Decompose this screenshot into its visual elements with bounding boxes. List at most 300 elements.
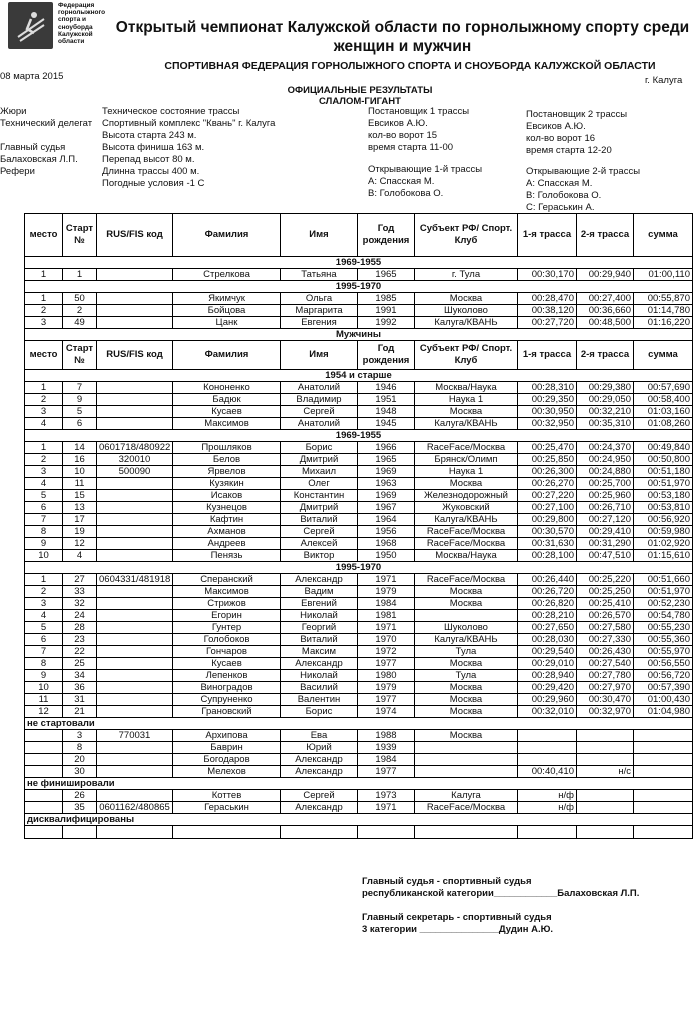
cell-club: Брянск/Олимп bbox=[415, 454, 518, 466]
cell-birth-year: 1965 bbox=[358, 454, 415, 466]
cell-run1-time: 00:25,470 bbox=[518, 442, 577, 454]
cell-club: Москва bbox=[415, 682, 518, 694]
cell-first-name: Евгения bbox=[281, 317, 358, 329]
cell-total-time bbox=[634, 730, 693, 742]
cell-surname: Мелехов bbox=[173, 766, 281, 778]
age-group-label: 1969-1955 bbox=[25, 430, 693, 442]
table-row bbox=[25, 269, 693, 281]
cell-start-number: 15 bbox=[63, 490, 97, 502]
cell-start-number: 5 bbox=[63, 406, 97, 418]
cell-surname: Стрелкова bbox=[173, 269, 281, 281]
cell-first-name: Александр bbox=[281, 766, 358, 778]
cell-run2-time: 00:25,410 bbox=[577, 598, 634, 610]
cell-surname: Якимчук bbox=[173, 293, 281, 305]
dnf-row bbox=[25, 802, 693, 814]
cell-run2-time: 00:25,220 bbox=[577, 574, 634, 586]
cell-start-number: 13 bbox=[63, 502, 97, 514]
cell-place: 1 bbox=[25, 293, 63, 305]
cell-run2-time: 00:26,570 bbox=[577, 610, 634, 622]
cell-birth-year: 1977 bbox=[358, 694, 415, 706]
cell-birth-year: 1956 bbox=[358, 526, 415, 538]
col-code: RUS/FIS код bbox=[97, 214, 173, 257]
cell-club: Москва bbox=[415, 730, 518, 742]
dns-row bbox=[25, 742, 693, 754]
cell-place: 1 bbox=[25, 442, 63, 454]
cell-first-name: Михаил bbox=[281, 466, 358, 478]
cell-run2-time: 00:27,780 bbox=[577, 670, 634, 682]
cell-run2-time: 00:31,290 bbox=[577, 538, 634, 550]
cell-club: Калуга bbox=[415, 790, 518, 802]
cell-run1-time: 00:30,170 bbox=[518, 269, 577, 281]
cell-place: 5 bbox=[25, 622, 63, 634]
table-row bbox=[25, 454, 693, 466]
cell-total-time: 00:55,970 bbox=[634, 646, 693, 658]
skier-logo-icon bbox=[14, 7, 48, 45]
dns-results bbox=[25, 718, 693, 778]
cell-run1-time: 00:27,220 bbox=[518, 490, 577, 502]
cell-club: Шуколово bbox=[415, 305, 518, 317]
col-start: Старт № bbox=[63, 214, 97, 257]
cell-fis-code bbox=[97, 598, 173, 610]
cell-run2-time: 00:48,500 bbox=[577, 317, 634, 329]
cell-first-name: Анатолий bbox=[281, 418, 358, 430]
cell-club bbox=[415, 742, 518, 754]
cell-run2-time: 00:30,470 bbox=[577, 694, 634, 706]
cell-start-number: 31 bbox=[63, 694, 97, 706]
table-row bbox=[25, 502, 693, 514]
cell-run2-time: 00:36,660 bbox=[577, 305, 634, 317]
cell-run1-time: 00:29,420 bbox=[518, 682, 577, 694]
cell-run2-time: 00:29,050 bbox=[577, 394, 634, 406]
cell-first-name: Татьяна bbox=[281, 269, 358, 281]
cell-birth-year: 1991 bbox=[358, 305, 415, 317]
cell-place: 2 bbox=[25, 454, 63, 466]
cell-run1-time: 00:40,410 bbox=[518, 766, 577, 778]
cell-start-number: 20 bbox=[63, 754, 97, 766]
cell-run1-time: 00:29,960 bbox=[518, 694, 577, 706]
cell-surname: Пенязь bbox=[173, 550, 281, 562]
cell-total-time: 00:51,660 bbox=[634, 574, 693, 586]
cell-first-name: Юрий bbox=[281, 742, 358, 754]
age-group-row bbox=[25, 370, 693, 382]
cell-first-name: Дмитрий bbox=[281, 454, 358, 466]
cell-birth-year: 1966 bbox=[358, 442, 415, 454]
cell-place bbox=[25, 766, 63, 778]
cell-fis-code bbox=[97, 490, 173, 502]
cell-surname: Кусаев bbox=[173, 658, 281, 670]
cell-total-time: 00:51,180 bbox=[634, 466, 693, 478]
cell-place: 10 bbox=[25, 550, 63, 562]
cell-birth-year: 1951 bbox=[358, 394, 415, 406]
cell-surname: Гончаров bbox=[173, 646, 281, 658]
cell-total-time bbox=[634, 766, 693, 778]
cell-run1-time: 00:30,950 bbox=[518, 406, 577, 418]
cell-start-number: 3 bbox=[63, 730, 97, 742]
cell-start-number: 7 bbox=[63, 382, 97, 394]
cell-total-time: 01:08,260 bbox=[634, 418, 693, 430]
cell-surname: Кафтин bbox=[173, 514, 281, 526]
cell-first-name: Сергей bbox=[281, 406, 358, 418]
cell-place: 6 bbox=[25, 634, 63, 646]
cell-surname: Баврин bbox=[173, 742, 281, 754]
col-run2: 2-я трасса bbox=[577, 214, 634, 257]
cell-total-time: 01:15,610 bbox=[634, 550, 693, 562]
cell-total-time: 00:56,920 bbox=[634, 514, 693, 526]
table-row bbox=[25, 305, 693, 317]
cell-place: 6 bbox=[25, 502, 63, 514]
cell-birth-year: 1972 bbox=[358, 646, 415, 658]
chief-secretary-signature: Главный секретарь - спортивный судья 3 категории _______________Дудин А.Ю. bbox=[362, 912, 554, 935]
cell-run1-time: 00:29,540 bbox=[518, 646, 577, 658]
cell-birth-year: 1970 bbox=[358, 634, 415, 646]
cell-first-name: Алексей bbox=[281, 538, 358, 550]
cell-fis-code bbox=[97, 382, 173, 394]
cell-first-name: Сергей bbox=[281, 790, 358, 802]
cell-birth-year: 1939 bbox=[358, 742, 415, 754]
cell-run2-time: 00:32,210 bbox=[577, 406, 634, 418]
cell-surname: Цанк bbox=[173, 317, 281, 329]
cell-start-number: 19 bbox=[63, 526, 97, 538]
cell-total-time: 00:59,980 bbox=[634, 526, 693, 538]
cell-first-name: Владимир bbox=[281, 394, 358, 406]
table-row bbox=[25, 478, 693, 490]
cell-birth-year: 1971 bbox=[358, 574, 415, 586]
cell-surname: Виноградов bbox=[173, 682, 281, 694]
cell-birth-year: 1979 bbox=[358, 586, 415, 598]
cell-fis-code bbox=[97, 514, 173, 526]
col-place: место bbox=[25, 214, 63, 257]
cell-fis-code bbox=[97, 694, 173, 706]
cell-first-name: Виталий bbox=[281, 634, 358, 646]
table-row bbox=[25, 622, 693, 634]
dns-row bbox=[25, 754, 693, 766]
cell-birth-year: 1992 bbox=[358, 317, 415, 329]
cell-run1-time: 00:31,630 bbox=[518, 538, 577, 550]
cell-start-number: 11 bbox=[63, 478, 97, 490]
cell-surname: Ярвелов bbox=[173, 466, 281, 478]
cell-run2-time: 00:24,950 bbox=[577, 454, 634, 466]
cell-first-name: Маргарита bbox=[281, 305, 358, 317]
age-group-row bbox=[25, 257, 693, 269]
cell-first-name: Сергей bbox=[281, 526, 358, 538]
cell-first-name: Вадим bbox=[281, 586, 358, 598]
cell-run2-time: 00:27,330 bbox=[577, 634, 634, 646]
cell-place bbox=[25, 790, 63, 802]
cell-first-name: Борис bbox=[281, 706, 358, 718]
women-results bbox=[25, 257, 693, 329]
cell-run2-time: 00:27,120 bbox=[577, 514, 634, 526]
age-group-label: 1969-1955 bbox=[25, 257, 693, 269]
cell-first-name: Константин bbox=[281, 490, 358, 502]
cell-fis-code bbox=[97, 305, 173, 317]
age-group-label: 1954 и старше bbox=[25, 370, 693, 382]
age-group-label: 1995-1970 bbox=[25, 281, 693, 293]
cell-first-name: Максим bbox=[281, 646, 358, 658]
cell-birth-year: 1981 bbox=[358, 610, 415, 622]
cell-place: 3 bbox=[25, 317, 63, 329]
cell-place: 8 bbox=[25, 658, 63, 670]
men-label: Мужчины bbox=[25, 329, 693, 341]
dnf-row bbox=[25, 790, 693, 802]
cell-start-number: 33 bbox=[63, 586, 97, 598]
cell-surname: Грановский bbox=[173, 706, 281, 718]
dns-label: не стартовали bbox=[25, 718, 693, 730]
cell-run2-time: 00:47,510 bbox=[577, 550, 634, 562]
cell-club: Москва bbox=[415, 706, 518, 718]
cell-birth-year: 1979 bbox=[358, 682, 415, 694]
table-row bbox=[25, 598, 693, 610]
officials-labels: Жюри Технический делегат Главный судья Балаховская Л.П. Рефери bbox=[0, 106, 93, 177]
cell-place bbox=[25, 730, 63, 742]
cell-club: Калуга/КВАНЬ bbox=[415, 418, 518, 430]
cell-surname: Кусаев bbox=[173, 406, 281, 418]
cell-total-time: 00:56,720 bbox=[634, 670, 693, 682]
cell-start-number: 32 bbox=[63, 598, 97, 610]
cell-club: Тула bbox=[415, 646, 518, 658]
cell-run1-time: 00:29,350 bbox=[518, 394, 577, 406]
table-row bbox=[25, 682, 693, 694]
cell-first-name: Николай bbox=[281, 670, 358, 682]
cell-run2-time: н/с bbox=[577, 766, 634, 778]
table-row bbox=[25, 634, 693, 646]
cell-surname: Прошляков bbox=[173, 442, 281, 454]
chief-judge-signature: Главный судья - спортивный судья республиканской категории____________Балаховская Л.П. bbox=[362, 876, 640, 899]
table-row bbox=[25, 442, 693, 454]
table-row bbox=[25, 586, 693, 598]
col-club: Субъект РФ/ Спорт. Клуб bbox=[415, 214, 518, 257]
col-year: Год рождения bbox=[358, 214, 415, 257]
cell-fis-code bbox=[97, 754, 173, 766]
cell-start-number: 17 bbox=[63, 514, 97, 526]
cell-first-name: Олег bbox=[281, 478, 358, 490]
cell-start-number: 50 bbox=[63, 293, 97, 305]
cell-run1-time bbox=[518, 730, 577, 742]
men-section bbox=[25, 329, 693, 370]
cell-surname: Архипова bbox=[173, 730, 281, 742]
age-group-row bbox=[25, 281, 693, 293]
cell-surname: Коттев bbox=[173, 790, 281, 802]
cell-first-name: Ева bbox=[281, 730, 358, 742]
cell-place: 4 bbox=[25, 418, 63, 430]
cell-birth-year: 1980 bbox=[358, 670, 415, 682]
table-row bbox=[25, 394, 693, 406]
dsq-label: дисквалифицированы bbox=[25, 814, 693, 826]
results-table bbox=[24, 213, 693, 839]
cell-first-name: Валентин bbox=[281, 694, 358, 706]
cell-total-time: 00:57,690 bbox=[634, 382, 693, 394]
cell-run1-time: 00:28,940 bbox=[518, 670, 577, 682]
cell-place: 8 bbox=[25, 526, 63, 538]
cell-total-time: 01:00,110 bbox=[634, 269, 693, 281]
cell-fis-code bbox=[97, 646, 173, 658]
cell-start-number: 26 bbox=[63, 790, 97, 802]
table-row bbox=[25, 514, 693, 526]
table-row bbox=[25, 646, 693, 658]
table-row bbox=[25, 574, 693, 586]
cell-run2-time: 00:25,250 bbox=[577, 586, 634, 598]
cell-surname: Голобоков bbox=[173, 634, 281, 646]
cell-start-number: 35 bbox=[63, 802, 97, 814]
cell-first-name: Георгий bbox=[281, 622, 358, 634]
cell-place: 3 bbox=[25, 406, 63, 418]
cell-run2-time: 00:29,940 bbox=[577, 269, 634, 281]
cell-start-number: 23 bbox=[63, 634, 97, 646]
cell-fis-code bbox=[97, 742, 173, 754]
cell-run1-time: 00:38,120 bbox=[518, 305, 577, 317]
table-header bbox=[25, 214, 693, 257]
cell-total-time bbox=[634, 754, 693, 766]
cell-run2-time: 00:35,310 bbox=[577, 418, 634, 430]
cell-fis-code bbox=[97, 586, 173, 598]
cell-start-number: 27 bbox=[63, 574, 97, 586]
cell-place: 4 bbox=[25, 478, 63, 490]
table-row bbox=[25, 658, 693, 670]
dns-row bbox=[25, 766, 693, 778]
men-table-header: место Старт № RUS/FIS код Фамилия Имя Год рождения Субъект РФ/ Спорт. Клуб 1-я трасса 2-я трасса сумма bbox=[25, 341, 693, 370]
cell-total-time: 00:51,970 bbox=[634, 478, 693, 490]
cell-club: Москва bbox=[415, 586, 518, 598]
cell-club: RaceFace/Москва bbox=[415, 538, 518, 550]
cell-place: 2 bbox=[25, 586, 63, 598]
cell-run2-time: 00:29,380 bbox=[577, 382, 634, 394]
cell-start-number: 10 bbox=[63, 466, 97, 478]
cell-surname: Сперанский bbox=[173, 574, 281, 586]
cell-fis-code bbox=[97, 706, 173, 718]
cell-club: RaceFace/Москва bbox=[415, 526, 518, 538]
cell-fis-code: 320010 bbox=[97, 454, 173, 466]
cell-total-time: 01:14,780 bbox=[634, 305, 693, 317]
cell-fis-code bbox=[97, 418, 173, 430]
cell-start-number: 2 bbox=[63, 305, 97, 317]
cell-run1-time: 00:26,270 bbox=[518, 478, 577, 490]
table-row bbox=[25, 317, 693, 329]
cell-birth-year: 1963 bbox=[358, 478, 415, 490]
cell-total-time: 00:53,180 bbox=[634, 490, 693, 502]
track-info: Техническое состояние трассы Спортивный комплекс "Квань" г. Калуга Высота старта 243 м. Высота финиша 163 м. Перепад высот 80 м. Длинна трассы 400 м. Погодные условия -1 С bbox=[102, 106, 276, 189]
run1-info: Постановщик 1 трассы Евсиков А.Ю. кол-во ворот 15 время старта 11-00 bbox=[368, 106, 470, 153]
cell-surname: Гунтер bbox=[173, 622, 281, 634]
cell-surname: Стрижов bbox=[173, 598, 281, 610]
col-run1: 1-я трасса bbox=[518, 214, 577, 257]
table-row bbox=[25, 466, 693, 478]
cell-fis-code bbox=[97, 406, 173, 418]
cell-fis-code bbox=[97, 317, 173, 329]
cell-birth-year: 1950 bbox=[358, 550, 415, 562]
cell-total-time: 00:50,800 bbox=[634, 454, 693, 466]
cell-club: Москва bbox=[415, 598, 518, 610]
cell-run2-time bbox=[577, 802, 634, 814]
cell-birth-year: 1964 bbox=[358, 514, 415, 526]
cell-start-number: 9 bbox=[63, 394, 97, 406]
federation-name: Федерация горнолыжного спорта и сноуборда Калужской области bbox=[58, 2, 106, 46]
cell-start-number: 6 bbox=[63, 418, 97, 430]
cell-birth-year: 1977 bbox=[358, 658, 415, 670]
table-row bbox=[25, 670, 693, 682]
cell-run1-time bbox=[518, 742, 577, 754]
cell-run1-time: 00:27,650 bbox=[518, 622, 577, 634]
cell-run2-time: 00:24,370 bbox=[577, 442, 634, 454]
cell-first-name: Виталий bbox=[281, 514, 358, 526]
col-surname: Фамилия bbox=[173, 214, 281, 257]
cell-surname: Белов bbox=[173, 454, 281, 466]
cell-club: Москва/Наука bbox=[415, 382, 518, 394]
cell-place: 12 bbox=[25, 706, 63, 718]
cell-start-number: 34 bbox=[63, 670, 97, 682]
cell-first-name: Николай bbox=[281, 610, 358, 622]
table-row bbox=[25, 550, 693, 562]
cell-fis-code bbox=[97, 622, 173, 634]
federation-subtitle: СПОРТИВНАЯ ФЕДЕРАЦИЯ ГОРНОЛЫЖНОГО СПОРТА И СНОУБОРДА КАЛУЖСКОЙ ОБЛАСТИ bbox=[164, 60, 656, 72]
cell-club: Москва bbox=[415, 406, 518, 418]
men-results bbox=[25, 370, 693, 718]
cell-run1-time: 00:28,310 bbox=[518, 382, 577, 394]
cell-run1-time: 00:28,470 bbox=[518, 293, 577, 305]
forerunners-run2: Открывающие 2-й трассы А: Спасская М. В: Голобокова О. С: Гераськин А. bbox=[526, 166, 641, 213]
cell-start-number: 4 bbox=[63, 550, 97, 562]
table-row bbox=[25, 490, 693, 502]
cell-place: 3 bbox=[25, 598, 63, 610]
dnf-label: не финишировали bbox=[25, 778, 693, 790]
cell-birth-year: 1973 bbox=[358, 790, 415, 802]
cell-place bbox=[25, 802, 63, 814]
cell-run1-time: 00:26,820 bbox=[518, 598, 577, 610]
cell-run2-time: 00:25,700 bbox=[577, 478, 634, 490]
cell-place: 2 bbox=[25, 394, 63, 406]
cell-surname: Максимов bbox=[173, 418, 281, 430]
cell-place: 2 bbox=[25, 305, 63, 317]
cell-run2-time: 00:27,970 bbox=[577, 682, 634, 694]
cell-fis-code bbox=[97, 658, 173, 670]
table-row bbox=[25, 526, 693, 538]
cell-club: Калуга/КВАНЬ bbox=[415, 514, 518, 526]
cell-club bbox=[415, 754, 518, 766]
cell-run2-time bbox=[577, 742, 634, 754]
cell-run1-time: 00:32,950 bbox=[518, 418, 577, 430]
cell-surname: Лепенков bbox=[173, 670, 281, 682]
cell-start-number: 8 bbox=[63, 742, 97, 754]
cell-total-time: 00:56,550 bbox=[634, 658, 693, 670]
cell-start-number: 22 bbox=[63, 646, 97, 658]
cell-first-name: Василий bbox=[281, 682, 358, 694]
cell-birth-year: 1945 bbox=[358, 418, 415, 430]
cell-run2-time bbox=[577, 754, 634, 766]
cell-fis-code bbox=[97, 766, 173, 778]
cell-fis-code bbox=[97, 670, 173, 682]
cell-surname: Бадюк bbox=[173, 394, 281, 406]
cell-run2-time: 00:26,710 bbox=[577, 502, 634, 514]
cell-birth-year: 1965 bbox=[358, 269, 415, 281]
cell-fis-code bbox=[97, 478, 173, 490]
event-city: г. Калуга bbox=[645, 75, 683, 86]
table-row bbox=[25, 418, 693, 430]
cell-surname: Кузякин bbox=[173, 478, 281, 490]
cell-birth-year: 1971 bbox=[358, 802, 415, 814]
cell-birth-year: 1968 bbox=[358, 538, 415, 550]
cell-birth-year: 1988 bbox=[358, 730, 415, 742]
cell-run2-time: 00:29,410 bbox=[577, 526, 634, 538]
cell-first-name: Александр bbox=[281, 802, 358, 814]
cell-run1-time: 00:26,440 bbox=[518, 574, 577, 586]
cell-birth-year: 1969 bbox=[358, 490, 415, 502]
cell-birth-year: 1977 bbox=[358, 766, 415, 778]
cell-total-time bbox=[634, 802, 693, 814]
cell-surname: Кононенко bbox=[173, 382, 281, 394]
federation-logo bbox=[8, 2, 53, 49]
cell-fis-code bbox=[97, 394, 173, 406]
discipline: СЛАЛОМ-ГИГАНТ bbox=[319, 96, 401, 107]
col-name: Имя bbox=[281, 214, 358, 257]
cell-run1-time: 00:28,100 bbox=[518, 550, 577, 562]
